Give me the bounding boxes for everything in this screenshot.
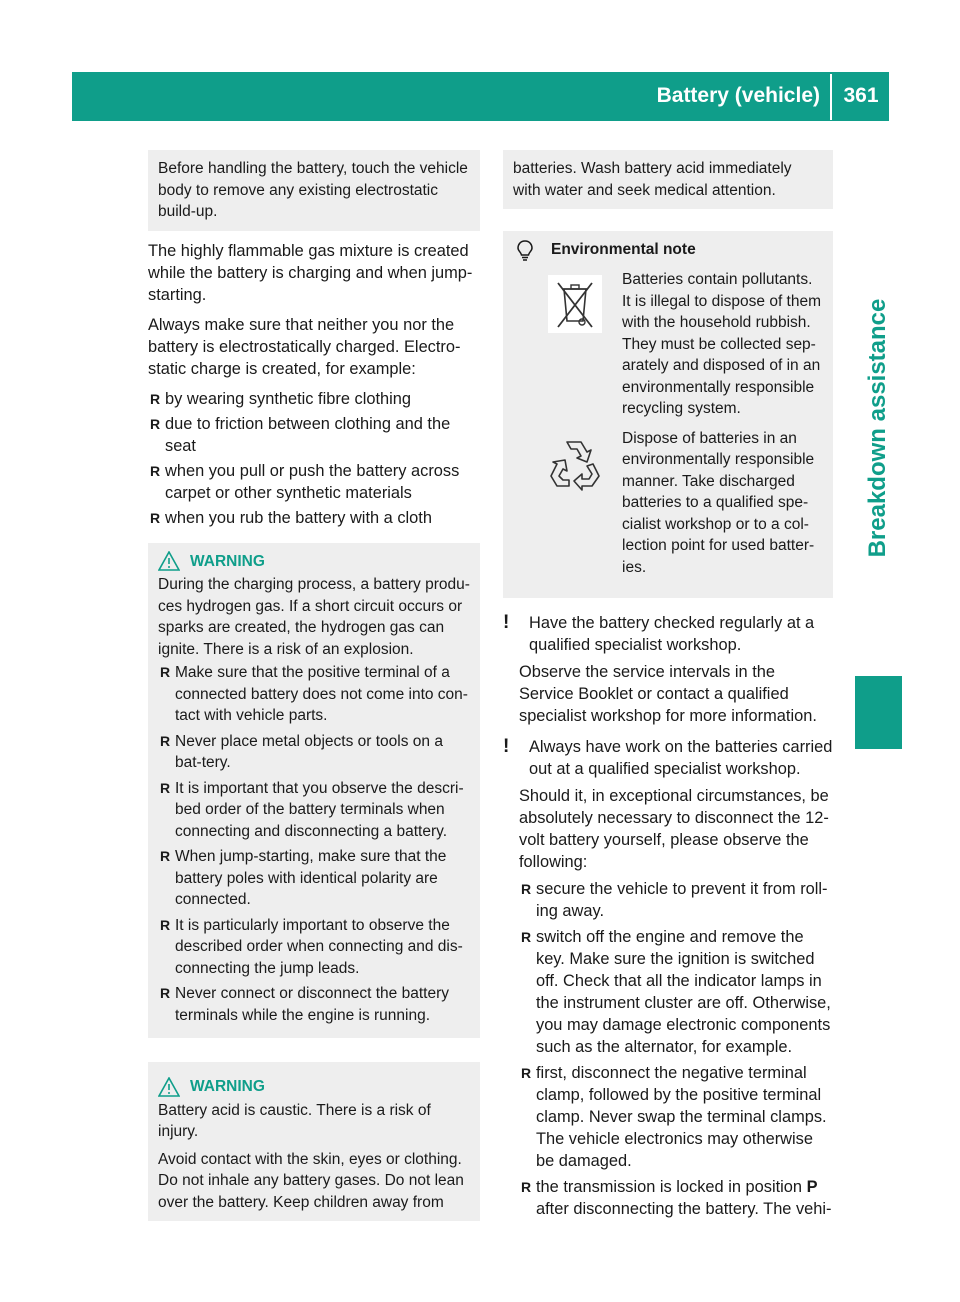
bullet-marker: R [160, 664, 171, 680]
paragraph: The highly flammable gas mixture is created while the battery is charging and when jump-starting. [148, 241, 473, 304]
bullet-marker: R [521, 881, 532, 897]
warning-box [148, 1062, 480, 1221]
list-item-text: Never place metal objects or tools on a bat-tery. [175, 732, 443, 771]
warning-continued-box [503, 150, 833, 209]
bullet-marker: R [160, 779, 171, 796]
bullet-marker: R [160, 985, 171, 1001]
lightbulb-icon [515, 239, 535, 261]
list-item [158, 662, 470, 727]
warning-text: batteries. Wash battery acid immediately with water and seek medical attention. [513, 160, 792, 199]
list-item-text: first, disconnect the negative terminal clamp, followed by the positive terminal clamp. Never swap the terminal clamps. The vehicle electronics may otherwise be damaged. [536, 1064, 827, 1170]
list-item [519, 878, 833, 922]
warning-text: Battery acid is caustic. There is a risk of injury. [158, 1101, 431, 1140]
warning-triangle-icon [158, 551, 180, 571]
bullet-marker: R [521, 929, 532, 945]
notice-text: Have the battery checked regularly at a qualified specialist workshop. [529, 614, 815, 654]
recycling-icon-wrap [515, 428, 622, 579]
list-item [148, 388, 480, 410]
list-item-text: when you pull or push the battery across carpet or other synthetic materials [165, 461, 460, 502]
static-list [148, 388, 480, 529]
left-column [148, 150, 480, 1221]
right-column [503, 150, 833, 1229]
header-divider [830, 74, 832, 120]
list-item-text: Make sure that the positive terminal of a connected battery does not come into con-tact with vehicle parts. [175, 664, 468, 724]
exclamation-icon: ! [503, 612, 510, 633]
side-tab-marker [855, 676, 902, 749]
environmental-note-item [515, 428, 823, 579]
notice-text: Should it, in exceptional circumstances, be absolutely necessary to disconnect the 12-volt battery yourself, please observe the following: [519, 787, 829, 871]
list-item [148, 460, 480, 504]
page-number: 361 [843, 84, 879, 107]
list-item-text: secure the vehicle to prevent it from roll-ing away. [536, 880, 828, 920]
list-item [148, 413, 480, 457]
list-item-text: when you rub the battery with a cloth [165, 508, 432, 527]
bullet-marker: R [150, 390, 161, 407]
list-item-text: by wearing synthetic fibre clothing [165, 389, 411, 408]
environmental-note-text: Dispose of batteries in an environmentally responsible manner. Take discharged batteries to a qualified spe-cialist workshop or to a col-lection point for used batter-ies. [622, 429, 815, 576]
bullet-marker: R [160, 916, 171, 933]
notice-block [503, 736, 833, 1220]
list-item-text-part: after disconnecting the battery. The vehi- [536, 1200, 832, 1218]
intro-text: Before handling the battery, touch the vehicle body to remove any existing electrostatic build-up. [158, 160, 468, 220]
list-item [519, 926, 833, 1058]
bullet-marker: R [150, 415, 161, 432]
notice-text: Always have work on the batteries carried out at a qualified specialist workshop. [529, 738, 833, 778]
warning-heading [158, 1076, 470, 1098]
list-item-text-part: the transmission is locked in position [536, 1178, 807, 1196]
environmental-note-item [515, 269, 823, 420]
list-item-text: due to friction between clothing and the seat [165, 414, 451, 455]
bullet-marker: R [150, 462, 161, 479]
crossed-out-bin-icon-wrap [515, 269, 622, 420]
environmental-note-heading [515, 239, 823, 261]
intro-box [148, 150, 480, 231]
list-item-text: Never connect or disconnect the battery terminals while the engine is running. [175, 985, 449, 1024]
crossed-out-bin-icon [548, 275, 602, 333]
list-item [158, 731, 470, 774]
list-item [519, 1062, 833, 1172]
list-item [158, 915, 470, 980]
gear-position-label: P [806, 1178, 818, 1196]
list-item-text: It is important that you observe the descri-bed order of the battery terminals when connecting and disconnecting a battery. [175, 779, 464, 840]
list-item [158, 778, 470, 843]
notice-text: Observe the service intervals in the Service Booklet or contact a qualified specialist workshop for more information. [519, 663, 817, 725]
list-item [519, 1176, 833, 1220]
warning-text: Avoid contact with the skin, eyes or clothing. Do not inhale any battery gases. Do not lean over the battery. Keep children away from [158, 1150, 464, 1211]
list-item-text: switch off the engine and remove the key. Make sure the ignition is switched off. Check that all the indicator lamps in the instrument cluster are off. Otherwise, you may damage electronic components such as the alternator, for example. [536, 928, 831, 1056]
notice-block [503, 612, 833, 727]
environmental-note-box [503, 231, 833, 598]
list-item-text: It is particularly important to observe the described order when connecting and dis-connecting the jump leads. [175, 916, 463, 977]
warning-box [148, 543, 480, 1039]
paragraph: Always make sure that neither you nor the battery is electrostatically charged. Electro-static charge is created, for example: [148, 315, 461, 378]
warning-heading [158, 551, 470, 573]
list-item-text: When jump-starting, make sure that the battery poles with identical polarity are connected. [175, 848, 447, 908]
warning-title: WARNING [190, 1078, 265, 1095]
page-title: Battery (vehicle) [656, 84, 820, 107]
bullet-marker: R [160, 732, 171, 749]
list-item-text [536, 1178, 832, 1218]
bullet-marker: R [521, 1065, 532, 1081]
warning-text: During the charging process, a battery produ-ces hydrogen gas. If a short circuit occurs or sparks are created, the hydrogen gas can ignite. There is a risk of an explosion. [158, 576, 470, 658]
environmental-note-text: Batteries contain pollutants. It is illegal to dispose of them with the household rubbish. They must be collected sep-arately and disposed of in an environmentally responsible recycling system. [622, 271, 822, 417]
list-item [148, 507, 480, 529]
bullet-marker: R [521, 1179, 532, 1195]
recycling-icon [547, 434, 603, 494]
environmental-note-title: Environmental note [551, 241, 696, 259]
list-item [158, 983, 470, 1026]
warning-title: WARNING [190, 552, 265, 570]
bullet-marker: R [150, 509, 161, 526]
exclamation-icon: ! [503, 736, 510, 757]
warning-triangle-icon [158, 1077, 180, 1097]
bullet-marker: R [160, 848, 171, 864]
side-tab-label: Breakdown assistance [864, 298, 891, 558]
list-item [158, 846, 470, 911]
